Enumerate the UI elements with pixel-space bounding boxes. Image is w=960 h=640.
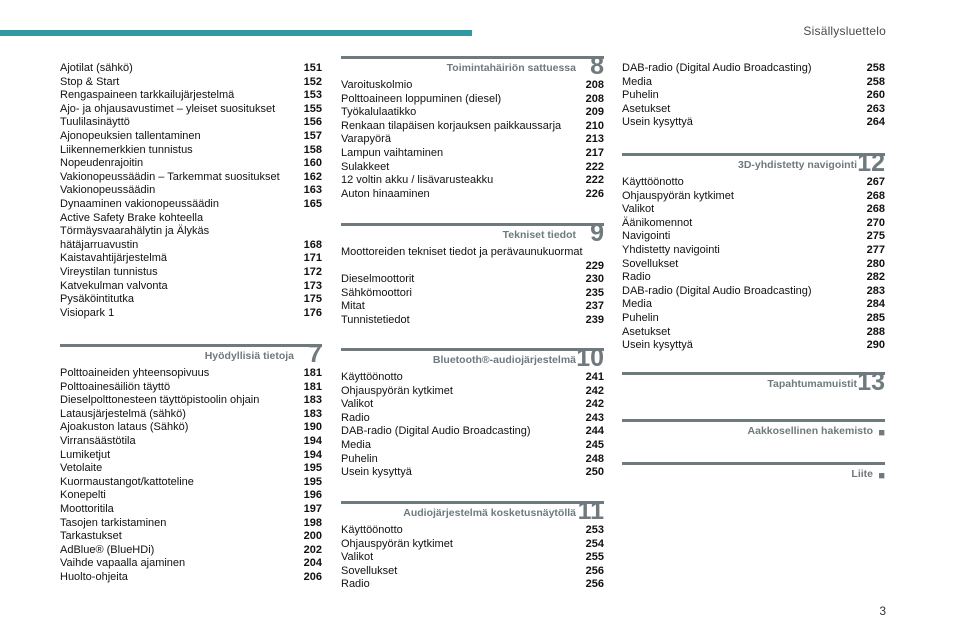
toc-entry-label: Konepelti [60, 489, 106, 502]
toc-entry-label: Ajotilat (sähkö) [60, 62, 133, 74]
toc-entry-page-number: 213 [585, 133, 604, 146]
header-accent-bar [0, 30, 472, 36]
toc-entry-label: AdBlue® (BlueHDi) [60, 543, 155, 556]
toc-entry-label: Dieselpolttonesteen täyttöpistoolin ohjain [60, 394, 260, 407]
toc-entry[interactable] [622, 312, 885, 326]
toc-entry-label: Polttoainesäiliön täyttö [60, 380, 171, 393]
toc-entry-label: Mitat [341, 300, 365, 313]
toc-entry-page-number: 241 [585, 371, 604, 383]
toc-entry-page-number: 258 [866, 75, 885, 88]
toc-entry-page-number: 206 [303, 570, 322, 583]
toc-entry[interactable] [341, 565, 604, 579]
toc-section-8 [341, 52, 604, 201]
toc-entry[interactable] [60, 212, 322, 253]
toc-entry-page-number: 285 [866, 311, 885, 324]
section-title[interactable]: Liite [851, 468, 873, 480]
toc-entry-list [341, 246, 604, 328]
toc-entry-page-number: 195 [303, 462, 322, 475]
toc-entry-label: Virransäästötila [60, 434, 136, 447]
toc-entry-page-number: 194 [303, 448, 322, 461]
toc-entry-page-number: 172 [303, 265, 322, 278]
toc-entry-page-number: 168 [303, 238, 322, 251]
toc-entry[interactable] [60, 544, 322, 558]
toc-entry-page-number: 243 [585, 411, 604, 424]
toc-entry-page-number: 222 [585, 174, 604, 187]
toc-entry-page-number: 208 [585, 79, 604, 91]
toc-entry-page-number: 268 [866, 203, 885, 216]
toc-entry[interactable] [60, 293, 322, 307]
toc-entry-page-number: 253 [585, 524, 604, 536]
toc-entry-page-number: 162 [303, 170, 322, 183]
toc-entry-label: Usein kysyttyä [622, 116, 693, 129]
toc-entry[interactable] [622, 271, 885, 285]
toc-entry[interactable] [60, 62, 322, 76]
toc-entry[interactable] [60, 157, 322, 171]
toc-entry-label: Radio [341, 578, 370, 591]
toc-entry-page-number: 242 [585, 384, 604, 397]
toc-entry-label: Usein kysyttyä [622, 339, 693, 352]
toc-continued-section-11 [622, 62, 885, 130]
toc-entry-page-number: 197 [303, 502, 322, 515]
toc-entry-page-number: 264 [866, 116, 885, 129]
toc-entry-page-number: 153 [303, 89, 322, 102]
toc-entry-label: Varoituskolmio [341, 79, 413, 91]
toc-entry-label: Vakionopeussäädin – Tarkemmat suositukset [60, 170, 280, 183]
toc-entry-page-number: 171 [303, 252, 322, 265]
toc-entry-page-number: 280 [866, 257, 885, 270]
toc-entry-page-number: 222 [585, 160, 604, 173]
toc-entry-label: Auton hinaaminen [341, 187, 430, 200]
toc-entry[interactable] [341, 93, 604, 107]
toc-entry-page-number: 183 [303, 394, 322, 407]
toc-entry-label: Media [622, 75, 652, 88]
toc-entry[interactable] [60, 421, 322, 435]
toc-entry-label: Ohjauspyörän kytkimet [622, 189, 734, 202]
section-number: 7 [308, 340, 322, 368]
toc-entry-page-number: 208 [585, 92, 604, 105]
toc-entry-page-number: 157 [303, 129, 322, 142]
toc-entry-page-number: 217 [585, 146, 604, 159]
toc-entry-page-number: 156 [303, 116, 322, 129]
toc-entry[interactable] [341, 188, 604, 202]
toc-entry-label: Moottoritila [60, 502, 114, 515]
section-marker-icon: ■ [878, 470, 885, 482]
toc-entry[interactable] [622, 190, 885, 204]
toc-entry-page-number: 256 [585, 578, 604, 591]
toc-entry[interactable] [60, 557, 322, 571]
toc-entry-label: Kaistavahtijärjestelmä [60, 252, 167, 265]
toc-entry[interactable] [341, 161, 604, 175]
toc-entry[interactable] [341, 412, 604, 426]
toc-entry-page-number: 267 [866, 176, 885, 188]
toc-section-index [622, 419, 885, 442]
toc-entry[interactable] [60, 89, 322, 103]
toc-entry[interactable] [622, 76, 885, 90]
toc-entry-page-number: 229 [585, 259, 604, 272]
toc-section-appendix [622, 462, 885, 485]
toc-entry-label: Ohjauspyörän kytkimet [341, 537, 453, 550]
toc-entry-page-number: 181 [303, 380, 322, 393]
toc-entry[interactable] [60, 530, 322, 544]
toc-entry-label: Lampun vaihtaminen [341, 146, 444, 159]
toc-entry-label: DAB-radio (Digital Audio Broadcasting) [341, 425, 531, 438]
toc-entry[interactable] [60, 381, 322, 395]
toc-entry-label: Ajonopeuksien tallentaminen [60, 129, 201, 142]
toc-entry[interactable] [60, 503, 322, 517]
toc-entry[interactable] [60, 408, 322, 422]
page-number: 3 [879, 604, 886, 618]
toc-entry-page-number: 283 [866, 284, 885, 297]
toc-entry-label: Dynaaminen vakionopeussäädin [60, 197, 219, 210]
toc-entry-label: Käyttöönotto [341, 524, 403, 536]
toc-entry-label: DAB-radio (Digital Audio Broadcasting) [622, 284, 812, 297]
toc-entry[interactable] [341, 273, 604, 287]
toc-entry-label: Sovellukset [622, 257, 679, 270]
toc-entry-label: Valikot [341, 398, 374, 411]
section-header [341, 219, 604, 247]
toc-entry-list [60, 62, 322, 320]
section-header [341, 344, 604, 372]
toc-entry-page-number: 173 [303, 279, 322, 292]
section-number: 12 [857, 149, 885, 177]
toc-entry-page-number: 160 [303, 157, 322, 170]
toc-entry[interactable] [60, 280, 322, 294]
section-header [622, 462, 885, 485]
toc-entry-page-number: 239 [585, 313, 604, 326]
toc-entry[interactable] [341, 174, 604, 188]
toc-entry-page-number: 194 [303, 434, 322, 447]
toc-entry-page-number: 248 [585, 452, 604, 465]
toc-entry[interactable] [622, 103, 885, 117]
toc-entry[interactable] [622, 176, 885, 190]
toc-entry-page-number: 151 [303, 62, 322, 74]
toc-entry-label: Polttoaineen loppuminen (diesel) [341, 92, 502, 105]
toc-entry-page-number: 242 [585, 398, 604, 411]
toc-entry-page-number: 235 [585, 286, 604, 299]
toc-entry-label: Lumiketjut [60, 448, 111, 461]
toc-entry[interactable] [60, 367, 322, 381]
toc-entry-page-number: 175 [303, 293, 322, 306]
toc-entry-label: 12 voltin akku / lisävarusteakku [341, 174, 494, 187]
section-number: 10 [576, 344, 604, 372]
toc-section-9 [341, 219, 604, 328]
toc-entry-page-number: 268 [866, 189, 885, 202]
toc-entry-page-number: 256 [585, 564, 604, 577]
toc-entry-page-number: 198 [303, 516, 322, 529]
toc-entry[interactable] [60, 130, 322, 144]
toc-entry-label: Ajoakuston lataus (Sähkö) [60, 421, 189, 434]
toc-entry-list [622, 62, 885, 130]
section-title[interactable]: Bluetooth®-audiojärjestelmä [432, 354, 576, 366]
section-title[interactable]: 3D-yhdistetty navigointi [737, 159, 857, 171]
toc-entry-page-number: 158 [303, 143, 322, 156]
toc-entry-label: Valikot [622, 203, 655, 216]
toc-entry[interactable] [341, 300, 604, 314]
section-number: 13 [857, 368, 885, 396]
toc-entry-list [341, 79, 604, 201]
toc-entry-page-number: 288 [866, 325, 885, 338]
toc-entry-label: Navigointi [622, 230, 671, 243]
toc-entry-page-number: 176 [303, 306, 322, 319]
toc-entry[interactable] [60, 144, 322, 158]
toc-entry[interactable] [622, 326, 885, 340]
toc-entry-label: Vireystilan tunnistus [60, 265, 158, 278]
toc-entry[interactable] [622, 285, 885, 299]
toc-entry[interactable] [60, 252, 322, 266]
toc-entry-label: Tasojen tarkistaminen [60, 516, 167, 529]
section-number: 9 [590, 219, 604, 247]
section-title[interactable]: Hyödyllisiä tietoja [204, 350, 294, 362]
toc-entry[interactable] [60, 435, 322, 449]
toc-entry[interactable] [60, 198, 322, 212]
toc-entry[interactable] [60, 517, 322, 531]
toc-entry-label: Varapyörä [341, 133, 391, 146]
toc-entry-label: Valikot [341, 551, 374, 564]
toc-entry[interactable] [622, 258, 885, 272]
toc-entry[interactable] [341, 453, 604, 467]
toc-entry[interactable] [341, 246, 604, 273]
section-header [622, 368, 885, 396]
toc-entry-page-number: 250 [585, 466, 604, 479]
toc-entry-label: Stop & Start [60, 75, 120, 88]
toc-entry[interactable] [341, 551, 604, 565]
toc-entry-page-number: 254 [585, 537, 604, 550]
toc-entry-label: Puhelin [341, 452, 378, 465]
toc-entry-page-number: 284 [866, 298, 885, 311]
toc-entry-page-number: 275 [866, 230, 885, 243]
section-number: 8 [590, 52, 604, 80]
toc-entry-label: Ohjauspyörän kytkimet [341, 384, 453, 397]
section-header [622, 419, 885, 442]
section-title[interactable]: Tekniset tiedot [502, 229, 576, 241]
toc-entry[interactable] [60, 394, 322, 408]
toc-entry-label: Radio [622, 271, 651, 284]
toc-section-12 [622, 149, 885, 353]
toc-entry[interactable] [60, 103, 322, 117]
section-header [341, 52, 604, 80]
toc-entry[interactable] [60, 184, 322, 198]
toc-entry-label: Liikennemerkkien tunnistus [60, 143, 193, 156]
section-title[interactable]: Toimintahäiriön sattuessa [446, 62, 576, 74]
toc-entry-label: Katvekulman valvonta [60, 279, 168, 292]
toc-entry-label: Vaihde vapaalla ajaminen [60, 557, 186, 570]
toc-entry-label: Asetukset [622, 325, 671, 338]
toc-entry-label: Nopeudenrajoitin [60, 157, 144, 170]
toc-entry-list [341, 371, 604, 480]
toc-entry-label: Renkaan tilapäisen korjauksen paikkaussarja [341, 119, 562, 132]
toc-entry-page-number: 290 [866, 339, 885, 352]
toc-entry[interactable] [341, 106, 604, 120]
toc-entry-label: Käyttöönotto [341, 371, 403, 383]
section-marker-icon: ■ [878, 427, 885, 439]
toc-entry-page-number: 183 [303, 407, 322, 420]
toc-entry-label: Vetolaite [60, 462, 103, 475]
toc-entry-label: Asetukset [622, 102, 671, 115]
toc-entry[interactable] [60, 449, 322, 463]
toc-entry-page-number: 245 [585, 438, 604, 451]
toc-entry[interactable] [622, 89, 885, 103]
toc-entry-label: Sulakkeet [341, 160, 390, 173]
toc-entry-page-number: 277 [866, 243, 885, 256]
toc-entry[interactable] [60, 571, 322, 585]
toc-entry[interactable] [341, 425, 604, 439]
toc-section-11 [341, 497, 604, 592]
toc-entry-label: Yhdistetty navigointi [622, 243, 720, 256]
toc-entry-label: Käyttöönotto [622, 176, 684, 188]
toc-entry-label: Tunnistetiedot [341, 313, 410, 326]
toc-entry[interactable] [341, 79, 604, 93]
toc-entry[interactable] [622, 203, 885, 217]
toc-entry-label: Sähkömoottori [341, 286, 412, 299]
toc-entry-page-number: 152 [303, 75, 322, 88]
toc-section-10 [341, 344, 604, 480]
toc-entry-page-number: 255 [585, 551, 604, 564]
toc-entry-list [341, 524, 604, 592]
toc-entry-page-number: 195 [303, 475, 322, 488]
toc-entry[interactable] [60, 307, 322, 321]
toc-entry-page-number: 270 [866, 216, 885, 229]
toc-entry-label: Kuormaustangot/kattoteline [60, 475, 194, 488]
toc-entry[interactable] [341, 147, 604, 161]
toc-entry-page-number: 202 [303, 543, 322, 556]
toc-entry[interactable] [622, 298, 885, 312]
toc-entry-page-number: 230 [585, 273, 604, 286]
toc-entry-page-number: 210 [585, 119, 604, 132]
toc-entry[interactable] [622, 62, 885, 76]
toc-entry[interactable] [341, 524, 604, 538]
toc-entry-page-number: 190 [303, 421, 322, 434]
toc-entry[interactable] [60, 489, 322, 503]
toc-section-13 [622, 368, 885, 396]
toc-entry-label: Radio [341, 411, 370, 424]
toc-section-7 [60, 340, 322, 585]
toc-entry-label: Puhelin [622, 311, 659, 324]
section-header [60, 340, 322, 368]
toc-entry-page-number: 260 [866, 89, 885, 102]
toc-entry[interactable] [341, 133, 604, 147]
toc-entry[interactable] [341, 385, 604, 399]
toc-entry-label: Ajo- ja ohjausavustimet – yleiset suositukset [60, 102, 276, 115]
toc-entry[interactable] [341, 314, 604, 328]
section-title[interactable]: Aakkosellinen hakemisto [747, 425, 873, 437]
toc-entry[interactable] [622, 244, 885, 258]
toc-entry-page-number: 204 [303, 557, 322, 570]
toc-entry-page-number: 196 [303, 489, 322, 502]
toc-entry[interactable] [622, 230, 885, 244]
toc-entry[interactable] [622, 116, 885, 130]
toc-entry-label: Tuulilasinäyttö [60, 116, 130, 129]
section-title[interactable]: Tapahtumamuistit [767, 378, 857, 390]
toc-entry-label: Media [622, 298, 652, 311]
toc-entry-label: DAB-radio (Digital Audio Broadcasting) [622, 62, 812, 74]
toc-entry[interactable] [60, 171, 322, 185]
toc-entry-page-number: 163 [303, 184, 322, 197]
toc-entry-label: Active Safety Brake kohteella Törmäysvaarahälytin ja Älykäs hätäjarruavustin [60, 211, 210, 251]
toc-entry-label: Dieselmoottorit [341, 273, 415, 286]
toc-entry-page-number: 181 [303, 367, 322, 379]
toc-entry[interactable] [622, 217, 885, 231]
toc-entry[interactable] [622, 339, 885, 353]
section-number: 11 [577, 497, 604, 525]
toc-entry[interactable] [341, 439, 604, 453]
toc-entry[interactable] [341, 120, 604, 134]
toc-entry-page-number: 209 [585, 106, 604, 119]
section-header [341, 497, 604, 525]
toc-entry-label: Pysäköintitutka [60, 293, 134, 306]
toc-entry-label: Huolto-ohjeita [60, 570, 128, 583]
toc-entry[interactable] [60, 116, 322, 130]
toc-entry-label: Usein kysyttyä [341, 466, 412, 479]
toc-entry-label: Tarkastukset [60, 530, 122, 543]
toc-entry[interactable] [341, 538, 604, 552]
toc-entry-label: Sovellukset [341, 564, 398, 577]
toc-entry-page-number: 263 [866, 102, 885, 115]
toc-entry-page-number: 155 [303, 102, 322, 115]
toc-entry-page-number: 258 [866, 62, 885, 74]
toc-entry-page-number: 282 [866, 271, 885, 284]
toc-entry-label: Äänikomennot [622, 216, 693, 229]
page-title: Sisällysluettelo [803, 24, 886, 38]
toc-entry[interactable] [60, 476, 322, 490]
toc-entry-list [622, 176, 885, 353]
toc-entry-label: Visiopark 1 [60, 306, 115, 319]
toc-entry-list [60, 367, 322, 585]
section-title[interactable]: Audiojärjestelmä kosketusnäytöllä [403, 507, 576, 519]
toc-entry-label: Puhelin [622, 89, 659, 102]
toc-entry-page-number: 165 [303, 197, 322, 210]
toc-entry[interactable] [60, 266, 322, 280]
toc-entry-label: Polttoaineiden yhteensopivuus [60, 367, 210, 379]
toc-entry-page-number: 226 [585, 187, 604, 200]
toc-continued-section-6 [60, 62, 322, 320]
toc-entry[interactable] [341, 578, 604, 592]
toc-entry[interactable] [60, 76, 322, 90]
section-header [622, 149, 885, 177]
toc-entry-page-number: 237 [585, 300, 604, 313]
toc-entry[interactable] [341, 466, 604, 480]
toc-entry-label: Media [341, 438, 371, 451]
toc-entry-label: Moottoreiden tekniset tiedot ja perävaunukuormat [341, 246, 583, 258]
toc-entry[interactable] [341, 371, 604, 385]
toc-entry-page-number: 200 [303, 530, 322, 543]
toc-entry[interactable] [341, 398, 604, 412]
toc-entry[interactable] [60, 462, 322, 476]
toc-entry[interactable] [341, 287, 604, 301]
toc-entry-label: Työkalulaatikko [341, 106, 417, 119]
toc-entry-label: Rengaspaineen tarkkailujärjestelmä [60, 89, 235, 102]
toc-entry-label: Vakionopeussäädin [60, 184, 156, 197]
toc-entry-label: Latausjärjestelmä (sähkö) [60, 407, 186, 420]
toc-entry-page-number: 244 [585, 425, 604, 438]
